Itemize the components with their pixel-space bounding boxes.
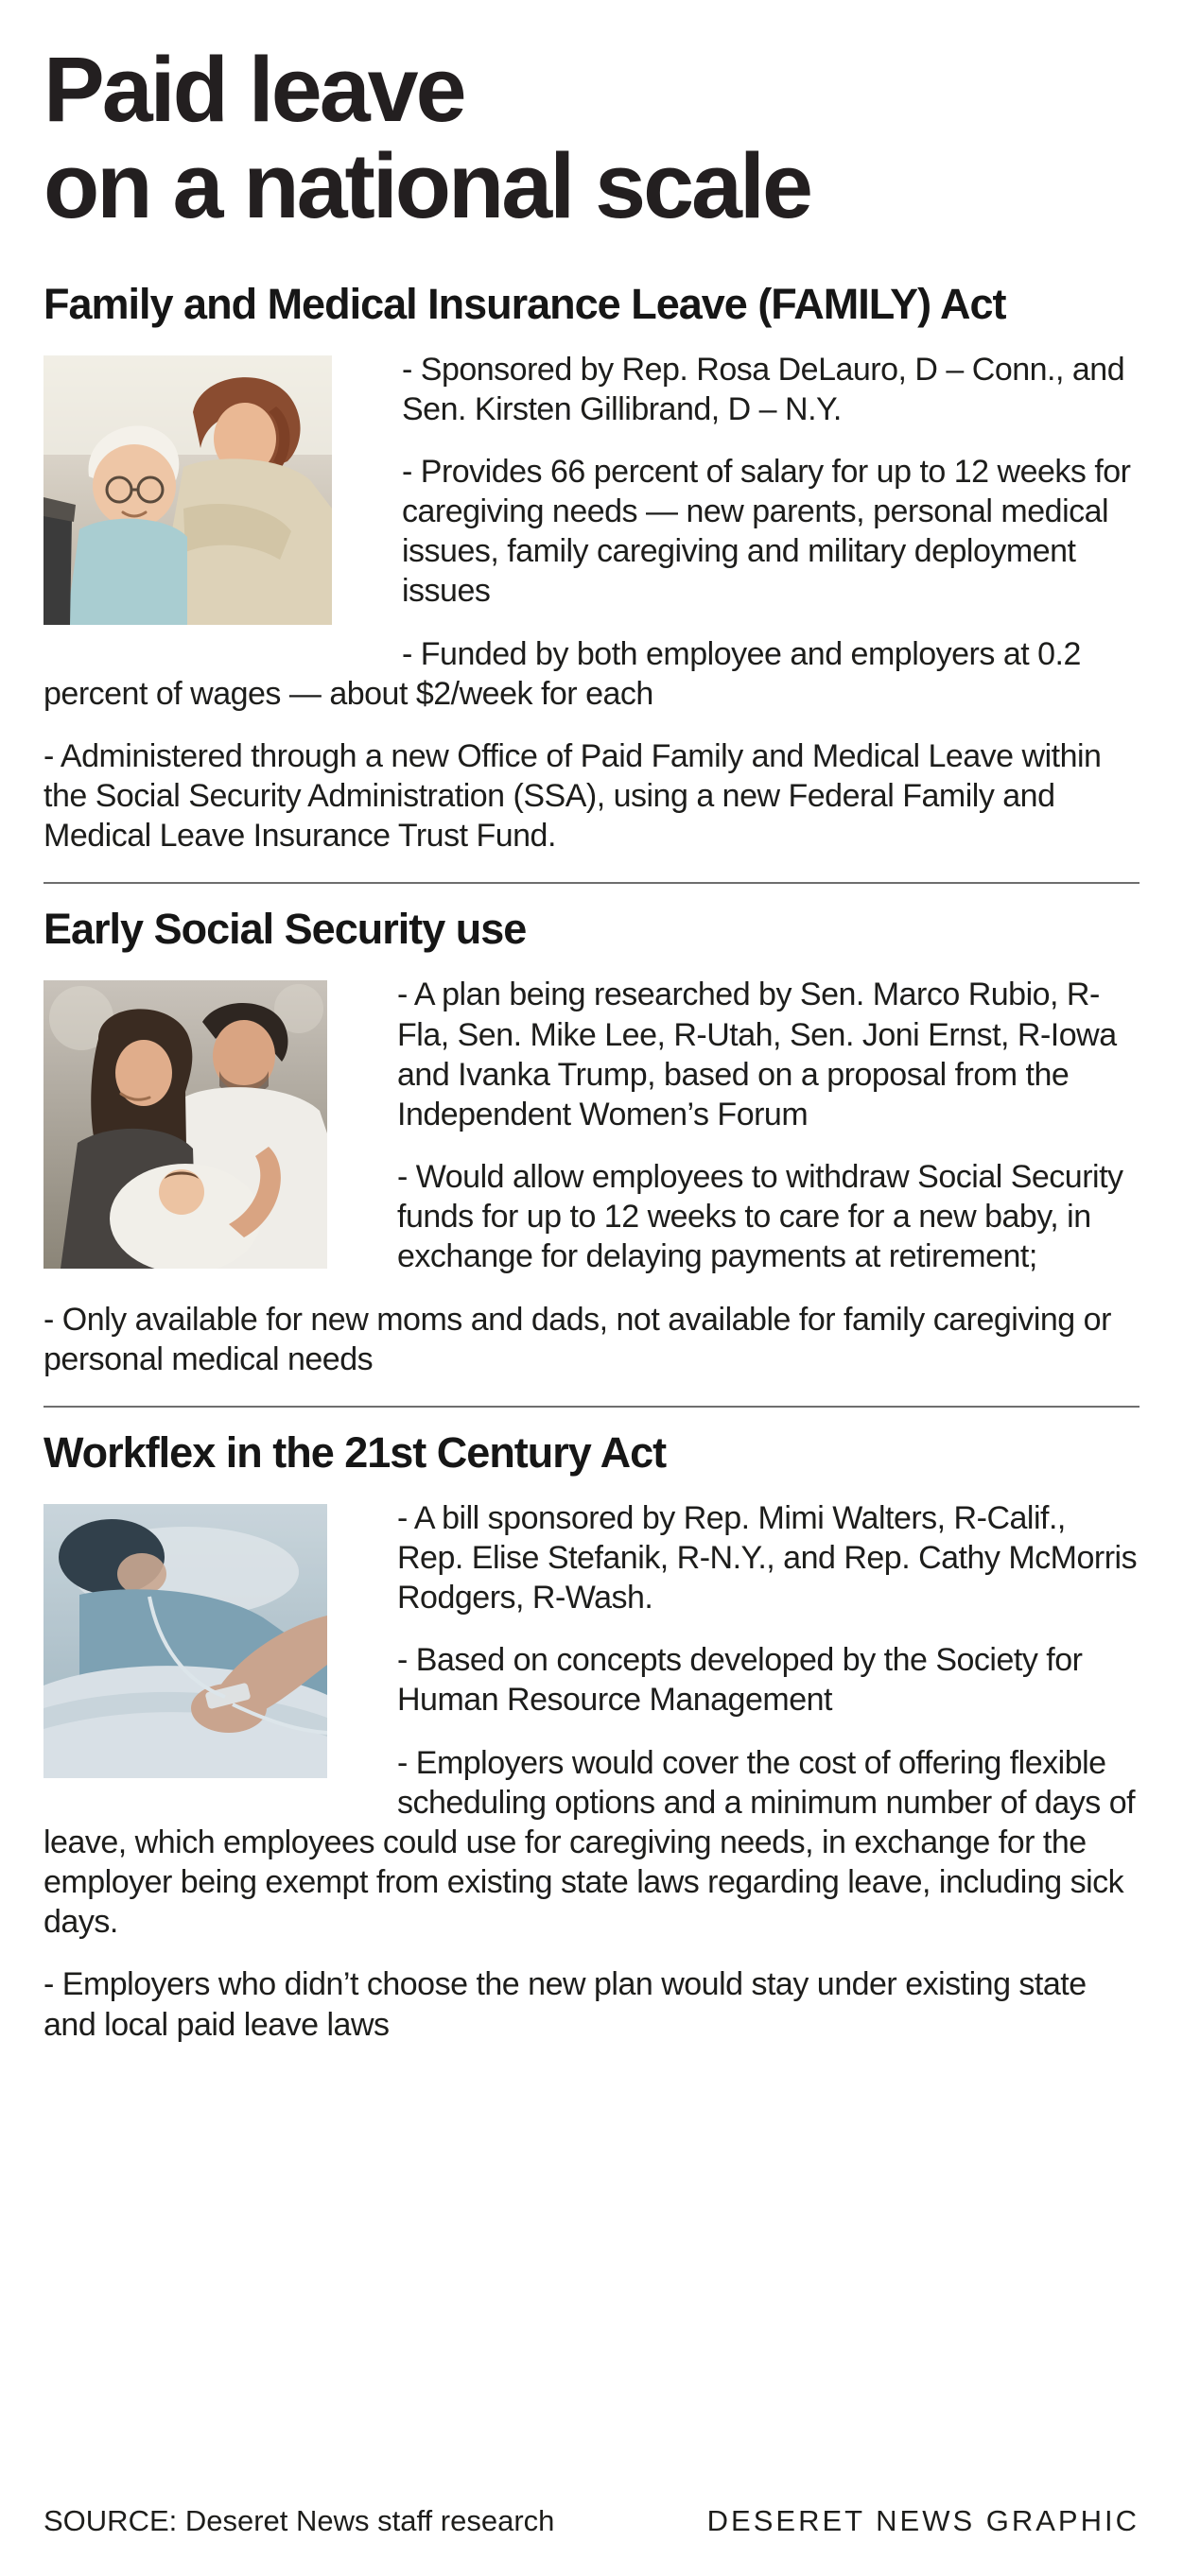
caregiver-elderly-photo <box>43 355 332 625</box>
bullet: - Employers who didn’t choose the new plan would stay under existing state and local paid leave laws <box>43 1966 1087 2043</box>
section-workflex-heading: Workflex in the 21st Century Act <box>43 1427 667 1477</box>
bullet: - A bill sponsored by Rep. Mimi Walters, R-Calif., Rep. Elise Stefanik, R-N.Y., and Rep. Cathy McMorris Rodgers, R-Wash. <box>397 1499 1138 1616</box>
graphic-credit: DESERET NEWS GRAPHIC <box>706 2504 1140 2537</box>
bullet: - Provides 66 percent of salary for up to 12 weeks for caregiving needs — new parents, personal medical issues, family caregiving and military deployment issues <box>402 454 1131 610</box>
section-early-social-security-heading: Early Social Security use <box>43 905 527 954</box>
section-family-act-heading: Family and Medical Insurance Leave (FAMILY) Act <box>43 279 1006 328</box>
bullet: - Sponsored by Rep. Rosa DeLauro, D – Conn., and Sen. Kirsten Gillibrand, D – N.Y. <box>402 351 1125 427</box>
section-family-act <box>43 259 1140 866</box>
page-title-line1: Paid leave <box>43 38 464 141</box>
source-credit: SOURCE: Deseret News staff research <box>43 2504 555 2537</box>
page-title <box>43 38 1140 237</box>
parents-newborn-photo <box>43 980 327 1269</box>
section-early-social-security <box>43 884 1140 1388</box>
header <box>43 38 1140 259</box>
bullet: - Based on concepts developed by the Society for Human Resource Management <box>397 1642 1083 1719</box>
section-workflex <box>43 1408 1140 2054</box>
section-workflex-body <box>43 1498 1140 2045</box>
bullet: - Only available for new moms and dads, not available for family caregiving or personal medical needs <box>43 1301 1111 1377</box>
bullet: - Would allow employees to withdraw Social Security funds for up to 12 weeks to care for a new baby, in exchange for delaying payments at retirement; <box>397 1159 1123 1275</box>
bullet: - Funded by both employee and employers at 0.2 percent of wages — about $2/week for each <box>43 635 1081 712</box>
footer <box>43 2466 1140 2538</box>
section-early-social-security-body <box>43 975 1140 1378</box>
page-title-line2: on a national scale <box>43 133 810 237</box>
bullet: - Administered through a new Office of Paid Family and Medical Leave within the Social Security Administration (SSA), using a new Federal Family and Medical Leave Insurance Trust Fund. <box>43 737 1102 855</box>
hospital-patient-photo <box>43 1504 327 1778</box>
bullet: - Employers would cover the cost of offering flexible scheduling options and a minimum number of days of leave, which employees could use for caregiving needs, in exchange for the employer being exempt from existing state laws regarding leave, including sick days. <box>43 1744 1136 1941</box>
bullet: - A plan being researched by Sen. Marco Rubio, R-Fla, Sen. Mike Lee, R-Utah, Sen. Joni Ernst, R-Iowa and Ivanka Trump, based on a proposal from the Independent Women’s Forum <box>397 977 1117 1132</box>
section-family-act-body <box>43 350 1140 856</box>
